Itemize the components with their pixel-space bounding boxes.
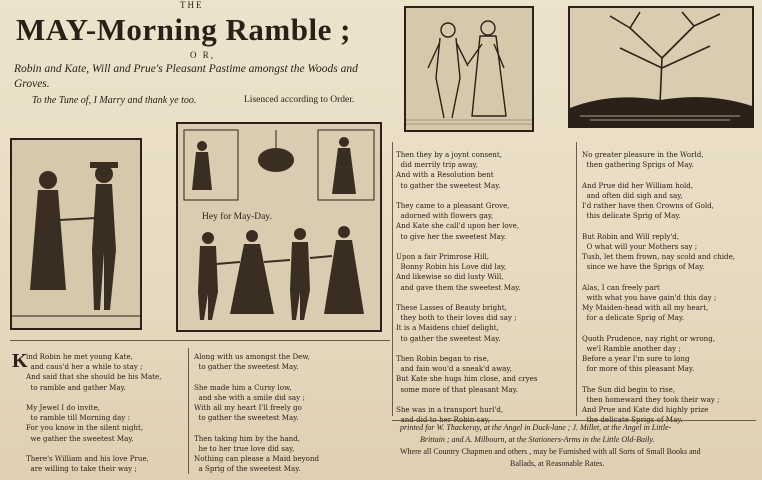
header-top-word: THE	[180, 0, 204, 10]
page-title: MAY-Morning Ramble ;	[16, 12, 351, 47]
tune-line: To the Tune of, I Marry and thank ye too.	[32, 95, 197, 106]
verse-column-4: No greater pleasure in the World, then gathering Sprigs of May. And Prue did her William hold, and often did sigh and say, I'd rather have then Crowns of Gold, this delicate Sprig of May. But Robin and Will reply'd, O what will your Mothers say ; Tush, let them frown, nay scold and chide, since we have the Sprigs of May. Alas, I can freely part with what you have gain'd this day ; My Maiden-head with all my heart, for a delicate Sprig of May. Quoth Prudence, nay right or wrong, we'l Ramble another day ; Before a year I'm sure to long for more of this pleasant May. The Sun did begin to rise, then homeward they took their way ; And Prue and Kate did highly prize	[582, 150, 736, 415]
verse-column-1: ind Robin he met young Kate, and caus'd her a while to stay ; And said that she should be his Mate, to ramble and gather May. My Jewel I do invite, to ramble till Morning day : For you know in the silent night, we gather the sweetest May. There's William and his love Prue, are willing to take their way ;	[26, 352, 162, 474]
column-divider-1	[188, 348, 189, 474]
rule-above-imprint	[392, 420, 756, 421]
rule-below-woodcuts	[10, 340, 390, 341]
woodcut-couple-top	[404, 6, 534, 132]
tree-icon	[570, 8, 752, 126]
column-divider-2	[392, 142, 393, 416]
subtitle-line-1: Robin and Kate, Will and Prue's Pleasant Pastime amongst the Woods and	[14, 63, 358, 75]
drop-cap: K	[12, 350, 28, 372]
verse-column-3: Then they by a joynt consent, did merrily trip away, And with a Resolution bent to gather the sweetest May. They came to a pleasant Grove, adorned with flowers gay, And Kate she call'd upon her love, to give her the sweetest May. Upon a fair Primrose Hill, Bonny Robin his Love did lay, And likewise so did lusty Will, and gave them the sweetest May. These Lasses of Beauty bright, they both to their loves did say ; It is a Maidens chief delight, to gather the sweetest May. Then Robin began to rise, and fain wou'd a sneak'd away, But Kate she hugs him close, and cryes some more of that pleasant May. She was in a transport hurl'd,	[396, 150, 538, 415]
woodcut-couple-left	[10, 138, 142, 330]
imprint-line-4: Ballads, at Reasonable Rates.	[510, 459, 605, 468]
verse-column-2: Along with us amongst the Dew, to gather the sweetest May. She made him a Cursy low, and she with a smile did say ; With all my heart I'll freely go to gather the sweetest May. Then taking him by the hand, he to her true love did say, Nothing can please a Maid beyond a Sprig of the sweetest May.	[194, 352, 320, 474]
woodcut-tree	[568, 6, 754, 128]
woodcut-may-day	[176, 122, 382, 332]
courting-couple-icon	[12, 140, 140, 328]
subtitle-line-2: Groves.	[14, 78, 50, 90]
woodcut-caption: Hey for May-Day.	[202, 212, 272, 222]
couple-figures-icon	[406, 8, 532, 130]
imprint-line-3: Where all Country Chapmen and others , may be Furnished with all Sorts of Small Books and	[400, 447, 701, 456]
licence-line: Lisenced according to Order.	[244, 95, 355, 105]
imprint-line-1: printed for W. Thackeray, at the Angel in Duck-lane ; J. Millet, at the Angel in Little-	[400, 423, 672, 432]
column-divider-3	[576, 142, 577, 416]
header-or: O R,	[190, 50, 216, 60]
imprint-line-2: Brittain ; and A. Milbourn, at the Stationers-Arms in the Little Old-Baily.	[420, 435, 655, 444]
imprint-block	[400, 422, 756, 470]
dancers-icon	[178, 124, 380, 330]
